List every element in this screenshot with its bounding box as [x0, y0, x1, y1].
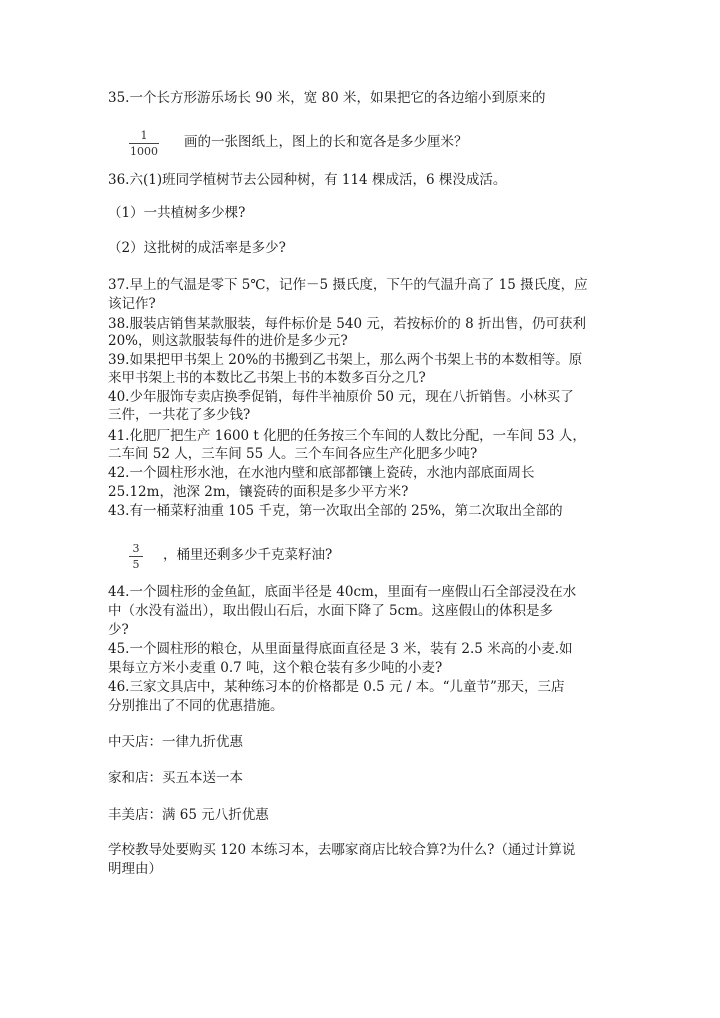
problem-39-line-1: 39.如果把甲书架上 20%的书搬到乙书架上，那么两个书架上书的本数相等。原	[108, 352, 583, 368]
problem-45-line-2: 果每立方米小麦重 0.7 吨，这个粮仓装有多少吨的小麦?	[108, 660, 443, 676]
problem-44-line-2: 中（水没有溢出），取出假山石后，水面下降了 5cm。这座假山的体积是多	[108, 603, 553, 619]
problem-38-line-2: 20%，则这款服装每件的进价是多少元?	[108, 333, 348, 349]
problem-42-line-2: 25.12m，池深 2m，镶瓷砖的面积是多少平方米?	[108, 484, 409, 500]
problem-38-line-1: 38.服装店销售某款服装，每件标价是 540 元，若按标价的 8 折出售，仍可获利	[108, 316, 586, 332]
problem-44-line-1: 44.一个圆柱形的金鱼缸，底面半径是 40cm，里面有一座假山石全部浸没在水	[108, 584, 577, 600]
fraction-denominator: 1000	[130, 145, 158, 158]
problem-43-line-2: ，桶里还剩多少千克菜籽油?	[163, 547, 333, 563]
fraction-numerator: 1	[140, 129, 148, 142]
fraction-numerator: 3	[132, 542, 140, 555]
problem-37-line-1: 37.早上的气温是零下 5℃，记作－5 摄氏度，下午的气温升高了 15 摄氏度，应	[108, 277, 588, 293]
fraction-bar	[129, 556, 143, 557]
problem-36-question-1: （1）一共植树多少棵?	[108, 205, 246, 221]
problem-36-line-1: 36.六(1)班同学植树节去公园种树，有 114 棵成活，6 棵没成活。	[108, 172, 507, 188]
problem-46-line-2: 分别推出了不同的优惠措施。	[108, 698, 284, 714]
problem-43-fraction	[129, 542, 143, 571]
problem-45-line-1: 45.一个圆柱形的粮仓，从里面量得底面直径是 3 米，装有 2.5 米高的小麦.如	[108, 641, 573, 657]
problem-36-question-2: （2）这批树的成活率是多少?	[108, 240, 286, 256]
fraction-bar	[129, 143, 159, 144]
problem-37-line-2: 该记作?	[108, 296, 156, 312]
problem-46-question-line-2: 明理由）	[108, 861, 162, 877]
problem-46-question-line-1: 学校教导处要购买 120 本练习本，去哪家商店比较合算?为什么?（通过计算说	[108, 842, 576, 858]
problem-41-line-1: 41.化肥厂把生产 1600 t 化肥的任务按三个车间的人数比分配，一车间 53 人，	[108, 428, 586, 444]
problem-41-line-2: 二车间 52 人，三车间 55 人。三个车间各应生产化肥多少吨?	[108, 446, 478, 462]
problem-40-line-2: 三件，一共花了多少钱?	[108, 407, 251, 423]
problem-35-line-2: 画的一张图纸上，图上的长和宽各是多少厘米？	[184, 134, 468, 150]
store-jiahe: 家和店：买五本送一本	[108, 770, 243, 786]
fraction-denominator: 5	[132, 558, 140, 571]
store-zhongtian: 中天店：一律九折优惠	[108, 734, 243, 750]
problem-44-line-3: 少?	[108, 622, 129, 638]
problem-40-line-1: 40.少年服饰专卖店换季促销，每件半袖原价 50 元，现在八折销售。小林买了	[108, 389, 574, 405]
problem-46-line-1: 46.三家文具店中，某种练习本的价格都是 0.5 元 / 本。“儿童节”那天，三店	[108, 679, 565, 695]
store-fengmei: 丰美店：满 65 元八折优惠	[108, 807, 269, 823]
problem-35-line-1: 35.一个长方形游乐场长 90 米，宽 80 米，如果把它的各边缩小到原来的	[108, 90, 546, 106]
problem-43-line-1: 43.有一桶菜籽油重 105 千克，第一次取出全部的 25%，第二次取出全部的	[108, 503, 563, 519]
problem-39-line-2: 来甲书架上书的本数比乙书架上书的本数多百分之几?	[108, 370, 426, 386]
problem-35-fraction	[129, 129, 159, 158]
problem-42-line-1: 42.一个圆柱形水池，在水池内壁和底部都镶上瓷砖，水池内部底面周长	[108, 465, 535, 481]
